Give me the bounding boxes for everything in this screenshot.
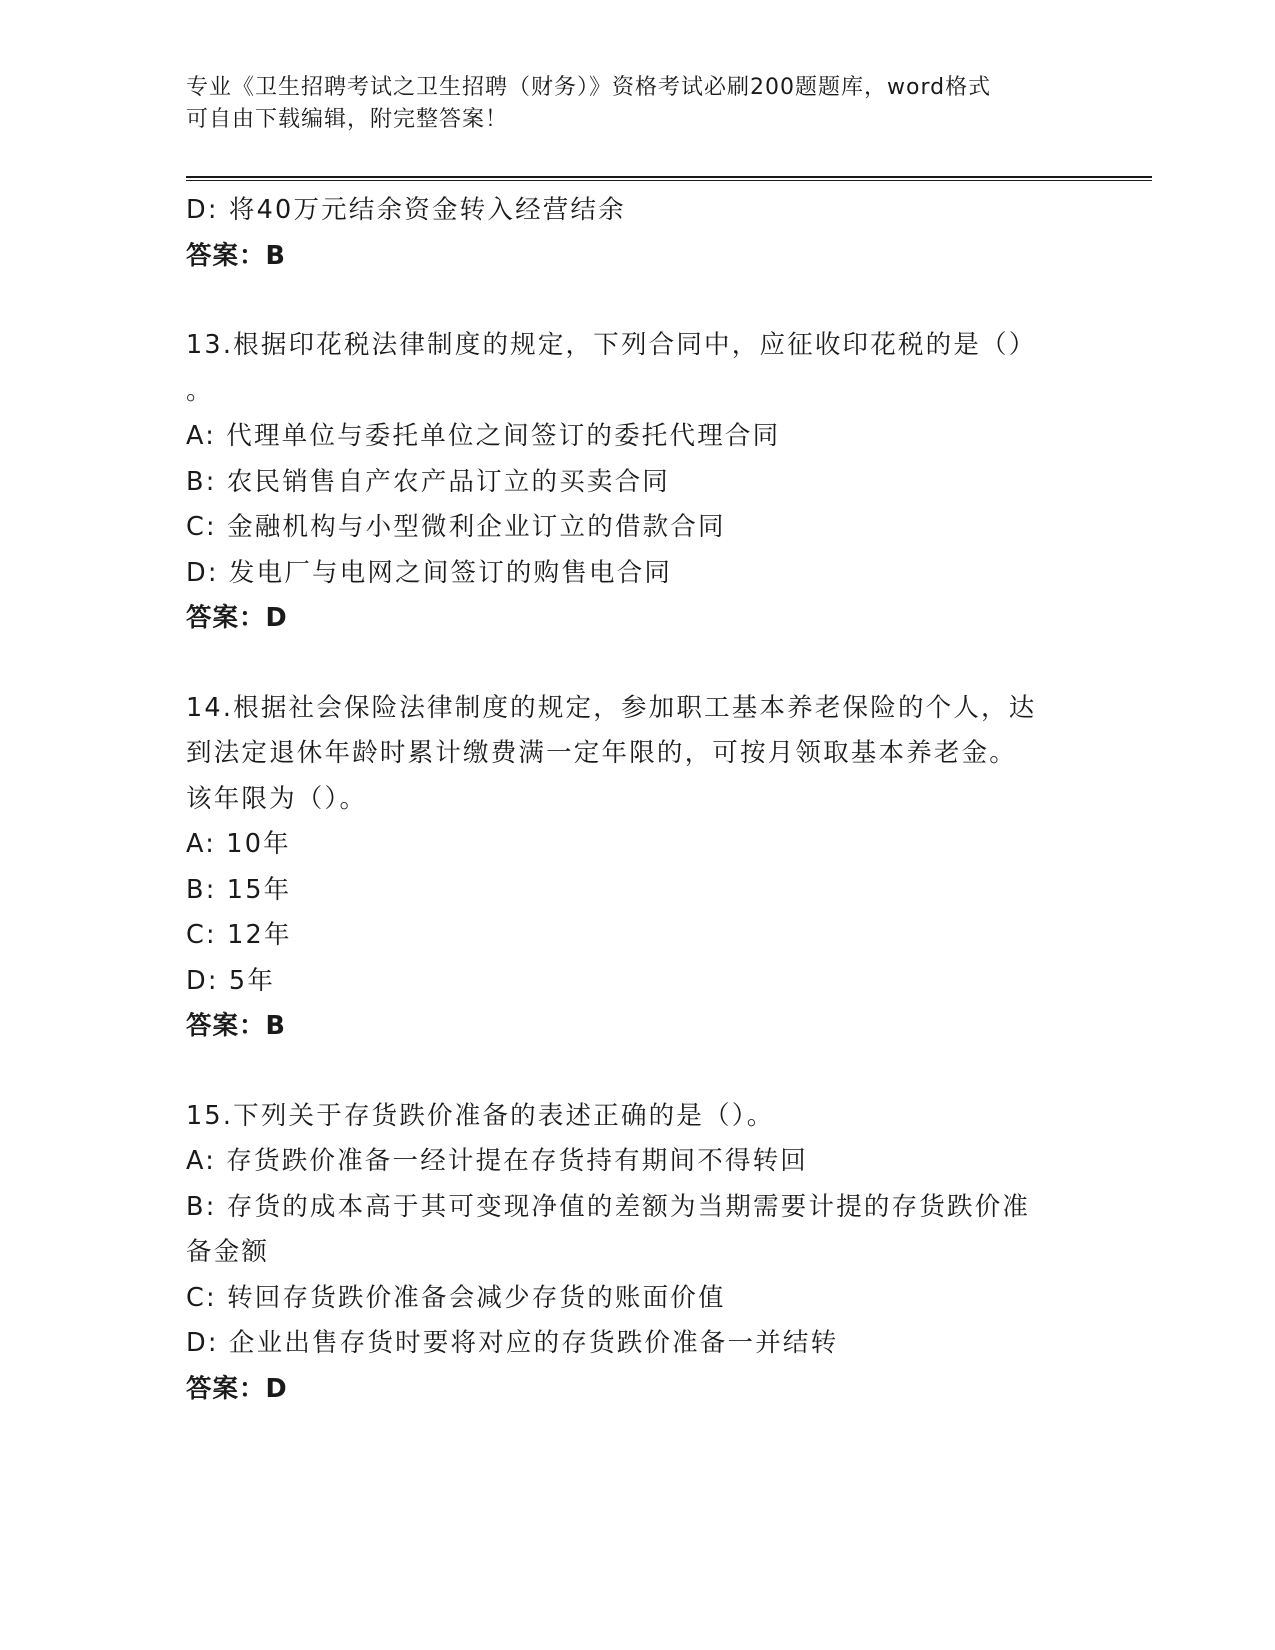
question-13-stem: [186, 323, 1086, 414]
option-b-continued: 备金额: [186, 1237, 270, 1267]
answer-label: 答案：B: [186, 1011, 286, 1041]
option-b: B: 存货的成本高于其可变现净值的差额为当期需要计提的存货跌价准: [186, 1191, 1031, 1222]
stem-line: 到法定退休年龄时累计缴费满一定年限的，可按月领取基本养老金。: [186, 738, 1018, 768]
option-d: D: 将40万元结余资金转入经营结余: [186, 195, 626, 225]
option-a: A: 代理单位与委托单位之间签订的委托代理合同: [186, 421, 781, 451]
document-body: [186, 188, 1086, 1412]
stem-line: 13.根据印花税法律制度的规定，下列合同中，应征收印花税的是（）: [186, 330, 1037, 360]
option-a: A: 存货跌价准备一经计提在存货持有期间不得转回: [186, 1146, 808, 1176]
stem-line: 15.下列关于存货跌价准备的表述正确的是（）。: [186, 1100, 775, 1131]
header-divider: [186, 176, 1152, 181]
question-15-stem: [186, 1094, 1086, 1140]
option-a: A: 10年: [186, 829, 291, 859]
option-c: C: 金融机构与小型微利企业订立的借款合同: [186, 512, 726, 542]
document-header: [186, 72, 1066, 136]
header-line-2: 可自由下载编辑，附完整答案！: [186, 107, 509, 132]
option-b: B: 15年: [186, 874, 292, 905]
spacer: [186, 642, 1086, 686]
answer-label: 答案：D: [186, 603, 288, 633]
question-14-stem: [186, 686, 1086, 823]
spacer: [186, 279, 1086, 323]
option-c: C: 转回存货跌价准备会减少存货的账面价值: [186, 1282, 726, 1313]
option-d: D: 发电厂与电网之间签订的购售电合同: [186, 557, 673, 588]
option-b: B: 农民销售自产农产品订立的买卖合同: [186, 466, 670, 497]
stem-line: 该年限为（）。: [186, 783, 368, 814]
option-c: C: 12年: [186, 920, 292, 950]
option-d: D: 企业出售存货时要将对应的存货跌价准备一并结转: [186, 1328, 839, 1358]
header-line-1: 专业《卫生招聘考试之卫生招聘（财务）》资格考试必刷200题题库，word格式: [186, 75, 992, 100]
option-d: D: 5年: [186, 965, 276, 996]
stem-line: 14.根据社会保险法律制度的规定，参加职工基本养老保险的个人，达: [186, 692, 1037, 723]
stem-line: 。: [186, 375, 214, 406]
spacer: [186, 1050, 1086, 1094]
answer-label: 答案：B: [186, 240, 286, 271]
answer-label: 答案：D: [186, 1373, 288, 1404]
